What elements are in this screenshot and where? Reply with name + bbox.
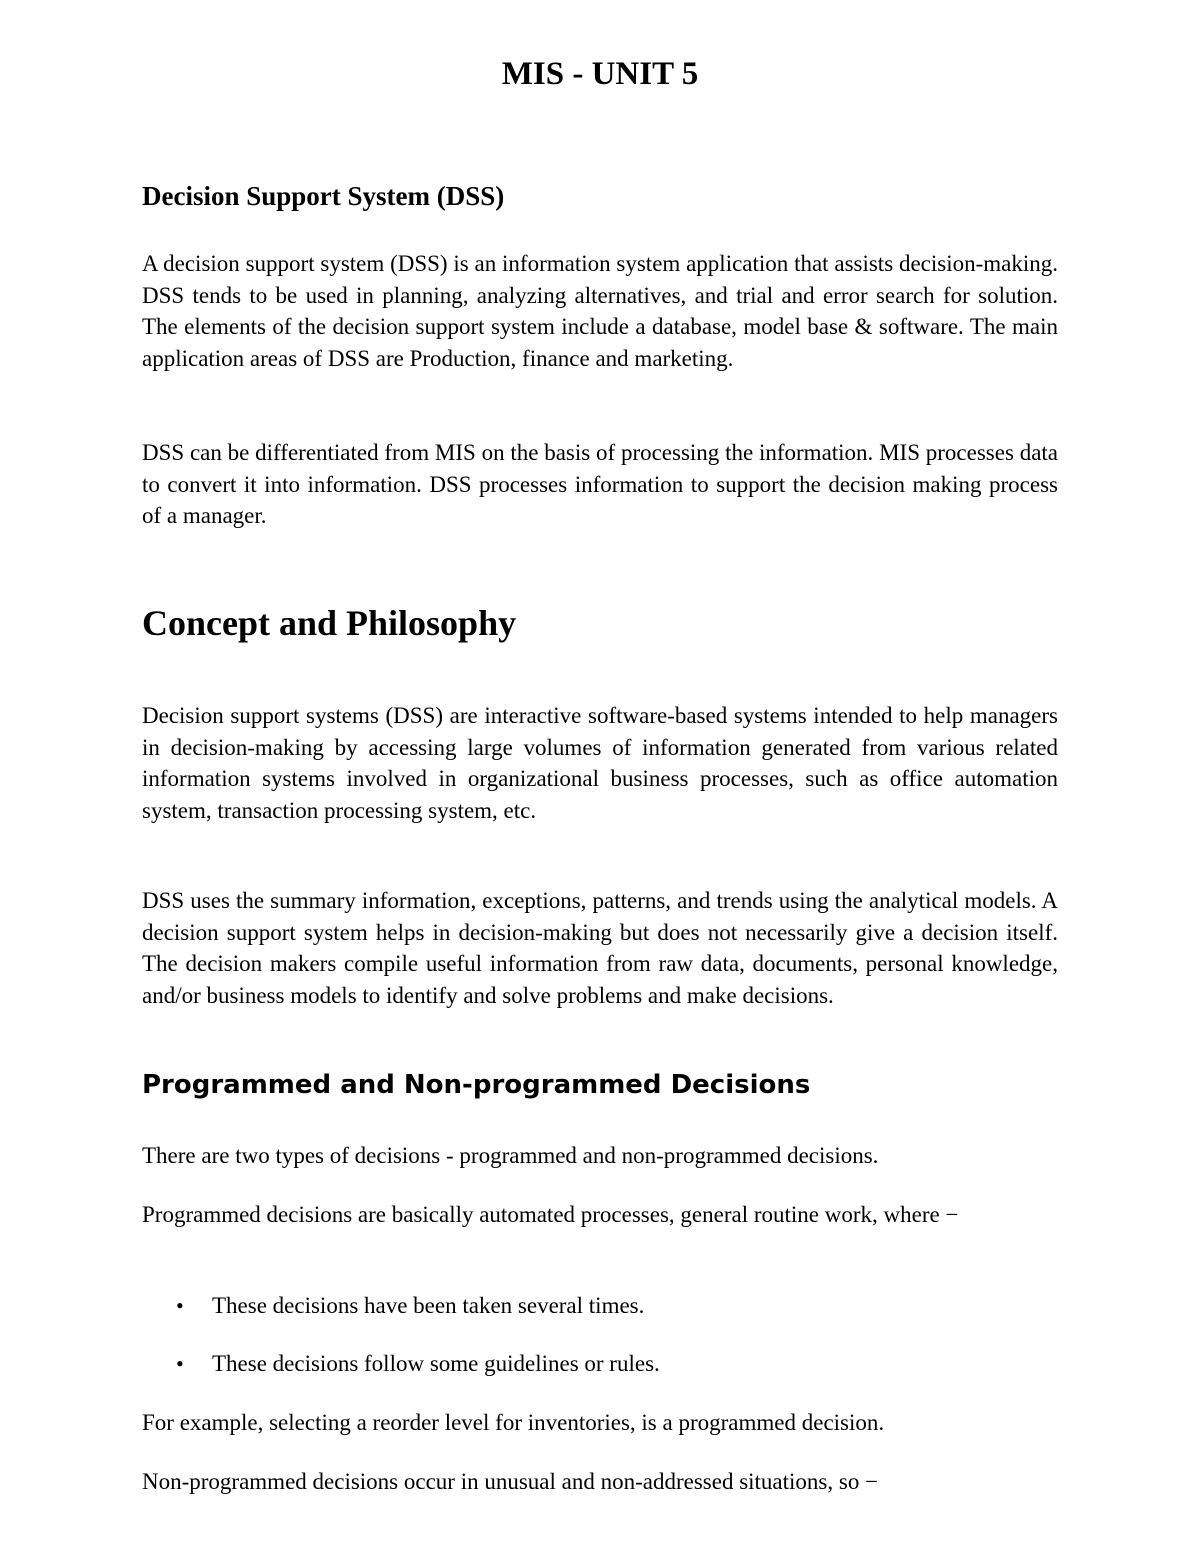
bullet-icon: • [176, 1293, 184, 1318]
section-heading-concept: Concept and Philosophy [142, 603, 517, 643]
paragraph-concept-usage: DSS uses the summary information, exceptions, patterns, and trends using the analytical models. A decision support system helps in decision-making but does not necessarily give a decision itself. The decision makers compile useful information from raw data, documents, personal knowledge, and/or business models to identify and solve problems and make decisions. [142, 888, 1058, 1008]
list-item-text: These decisions follow some guidelines or rules. [212, 1351, 660, 1376]
document-title: MIS - UNIT 5 [501, 56, 699, 92]
paragraph-dss-definition: A decision support system (DSS) is an information system application that assists decision-making. DSS tends to be used in planning, analyzing alternatives, and trial and error search for solution. The elements of the decision support system include a database, model base & software. The main application areas of DSS are Production, finance and marketing. [142, 251, 1058, 371]
section-heading-programmed: Programmed and Non-programmed Decisions [142, 1070, 811, 1100]
paragraph-dss-vs-mis: DSS can be differentiated from MIS on the basis of processing the information. MIS processes data to convert it into information. DSS processes information to support the decision making process of a manager. [142, 440, 1058, 528]
paragraph-programmed-intro: Programmed decisions are basically automated processes, general routine work, where − [142, 1202, 959, 1227]
bullet-icon: • [176, 1351, 184, 1376]
paragraph-decision-types: There are two types of decisions - programmed and non-programmed decisions. [142, 1143, 879, 1168]
paragraph-programmed-example: For example, selecting a reorder level for inventories, is a programmed decision. [142, 1410, 885, 1435]
paragraph-concept-definition: Decision support systems (DSS) are interactive software-based systems intended to help managers in decision-making by accessing large volumes of information generated from various related information systems involved in organizational business processes, such as office automation system, transaction processing system, etc. [142, 703, 1058, 823]
section-heading-dss: Decision Support System (DSS) [142, 181, 505, 211]
paragraph-non-programmed-intro: Non-programmed decisions occur in unusual and non-addressed situations, so − [142, 1469, 879, 1494]
list-item-text: These decisions have been taken several times. [212, 1293, 645, 1318]
